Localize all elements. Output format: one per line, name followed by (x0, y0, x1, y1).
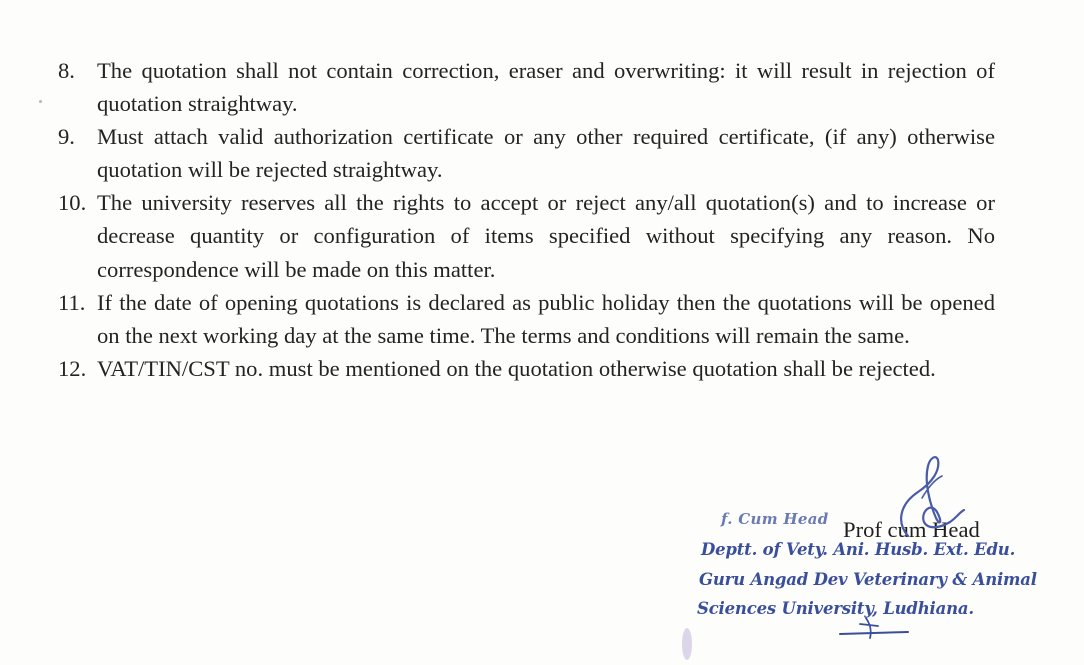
condition-item (58, 120, 995, 186)
handwritten-signature (878, 452, 968, 542)
stamp-university-line: Guru Angad Dev Veterinary & Animal (699, 570, 1037, 589)
condition-text: Must attach valid authorization certificate or any other required certificate, (if any) otherwise quotation will be rejected straightway. (97, 124, 995, 183)
stamp-department-line: Deptt. of Vety. Ani. Husb. Ext. Edu. (701, 540, 1016, 559)
stamp-location-line: Sciences University, Ludhiana. (697, 599, 974, 618)
condition-number: 8. (58, 58, 75, 83)
condition-number: 10. (58, 190, 87, 216)
condition-item (58, 286, 995, 352)
initials-mark (836, 612, 916, 642)
ink-smudge (682, 628, 692, 660)
scan-speck (39, 100, 42, 103)
signatory-title: Prof cum Head (843, 517, 980, 542)
condition-number: 11. (58, 289, 86, 315)
condition-item (58, 54, 995, 120)
condition-text: The university reserves all the rights to accept or reject any/all quotation(s) and to increase or decrease quantity or configuration of items specified without specifying any reason. No correspondence will be made on this matter. (97, 190, 995, 282)
stamp-title-line: f. Cum Head (721, 510, 829, 528)
condition-text: If the date of opening quotations is declared as public holiday then the quotations will be opened on the next working day at the same time. The terms and conditions will remain the same. (97, 289, 995, 348)
condition-text: The quotation shall not contain correction, eraser and overwriting: it will result in rejection of quotation straightway. (97, 58, 995, 117)
conditions-list (58, 54, 995, 385)
condition-item (58, 352, 995, 385)
condition-number: 12. (58, 355, 87, 381)
condition-text: VAT/TIN/CST no. must be mentioned on the quotation otherwise quotation shall be rejected. (97, 355, 936, 381)
condition-item (58, 186, 995, 285)
condition-number: 9. (58, 124, 75, 150)
